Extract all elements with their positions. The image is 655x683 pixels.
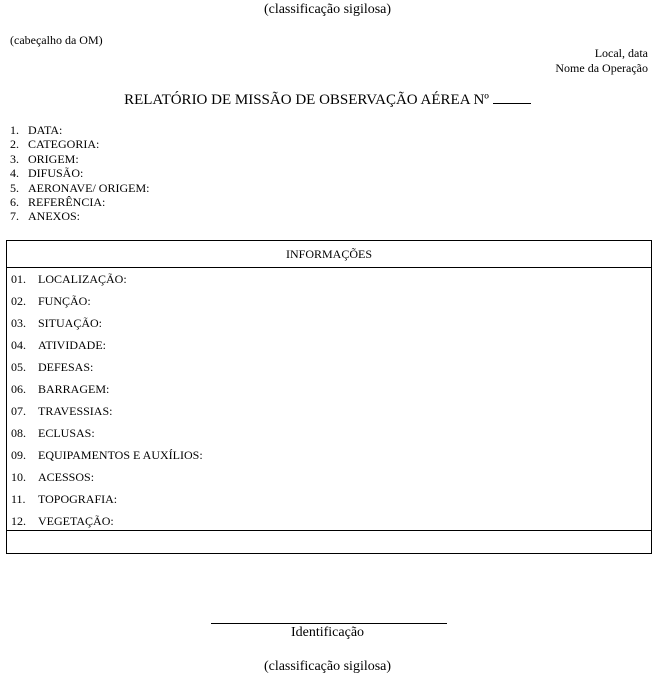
info-number: 08. xyxy=(11,426,26,440)
info-item xyxy=(11,488,203,510)
information-list xyxy=(11,268,203,532)
info-item xyxy=(11,290,203,312)
info-item xyxy=(11,268,203,290)
info-label: BARRAGEM: xyxy=(38,382,110,396)
info-label: DEFESAS: xyxy=(38,360,94,374)
field-number: 3. xyxy=(10,151,19,166)
info-item xyxy=(11,422,203,444)
report-fields xyxy=(10,123,149,224)
info-number: 10. xyxy=(11,470,26,484)
field-item xyxy=(10,152,149,166)
field-label: DIFUSÃO: xyxy=(28,166,84,181)
place-date: Local, data xyxy=(594,46,648,60)
classification-top: (classificação sigilosa) xyxy=(263,2,392,17)
info-number: 06. xyxy=(11,382,26,396)
info-number: 12. xyxy=(11,514,26,528)
field-item xyxy=(10,181,149,195)
report-number-blank xyxy=(493,90,531,104)
field-number: 4. xyxy=(10,166,19,181)
field-number: 5. xyxy=(10,180,19,195)
field-item xyxy=(10,137,149,151)
table-divider xyxy=(7,530,651,531)
info-number: 03. xyxy=(11,316,26,330)
info-item xyxy=(11,312,203,334)
classification-bottom: (classificação sigilosa) xyxy=(263,659,392,674)
info-number: 05. xyxy=(11,360,26,374)
field-label: REFERÊNCIA: xyxy=(28,195,106,210)
info-item xyxy=(11,466,203,488)
field-label: CATEGORIA: xyxy=(28,137,100,152)
info-item xyxy=(11,400,203,422)
info-item xyxy=(11,510,203,532)
field-item xyxy=(10,123,149,137)
information-header: INFORMAÇÕES xyxy=(7,241,651,268)
field-number: 1. xyxy=(10,123,19,137)
info-label: FUNÇÃO: xyxy=(38,294,91,308)
field-label: AERONAVE/ ORIGEM: xyxy=(28,180,150,195)
report-title xyxy=(0,90,655,109)
report-title-text: RELATÓRIO DE MISSÃO DE OBSERVAÇÃO AÉREA Nº xyxy=(124,92,489,108)
info-item xyxy=(11,356,203,378)
info-item xyxy=(11,378,203,400)
info-number: 01. xyxy=(11,272,26,286)
info-item xyxy=(11,334,203,356)
place-and-operation xyxy=(555,46,648,76)
info-number: 07. xyxy=(11,404,26,418)
info-label: SITUAÇÃO: xyxy=(38,316,103,330)
field-item xyxy=(10,166,149,180)
signature-line xyxy=(211,623,447,624)
signature-label: Identificação xyxy=(290,625,365,640)
info-item xyxy=(11,444,203,466)
field-item xyxy=(10,195,149,209)
information-table xyxy=(6,240,652,554)
info-label: TOPOGRAFIA: xyxy=(38,492,118,506)
info-number: 04. xyxy=(11,338,26,352)
info-label: LOCALIZAÇÃO: xyxy=(38,272,127,286)
field-label: DATA: xyxy=(28,123,63,137)
info-number: 02. xyxy=(11,294,26,308)
info-label: ATIVIDADE: xyxy=(38,338,106,352)
info-number: 11. xyxy=(11,492,26,506)
field-item xyxy=(10,209,149,223)
info-label: ACESSOS: xyxy=(38,470,95,484)
info-label: TRAVESSIAS: xyxy=(38,404,113,418)
om-header: (cabeçalho da OM) xyxy=(10,33,103,47)
info-number: 09. xyxy=(11,448,26,462)
operation-name: Nome da Operação xyxy=(555,61,648,75)
info-label: ECLUSAS: xyxy=(38,426,95,440)
info-label: EQUIPAMENTOS E AUXÍLIOS: xyxy=(38,448,203,462)
field-number: 7. xyxy=(10,209,19,224)
field-label: ORIGEM: xyxy=(28,151,79,166)
field-number: 2. xyxy=(10,137,19,152)
info-label: VEGETAÇÃO: xyxy=(38,514,114,528)
field-number: 6. xyxy=(10,195,19,210)
field-label: ANEXOS: xyxy=(28,209,81,224)
